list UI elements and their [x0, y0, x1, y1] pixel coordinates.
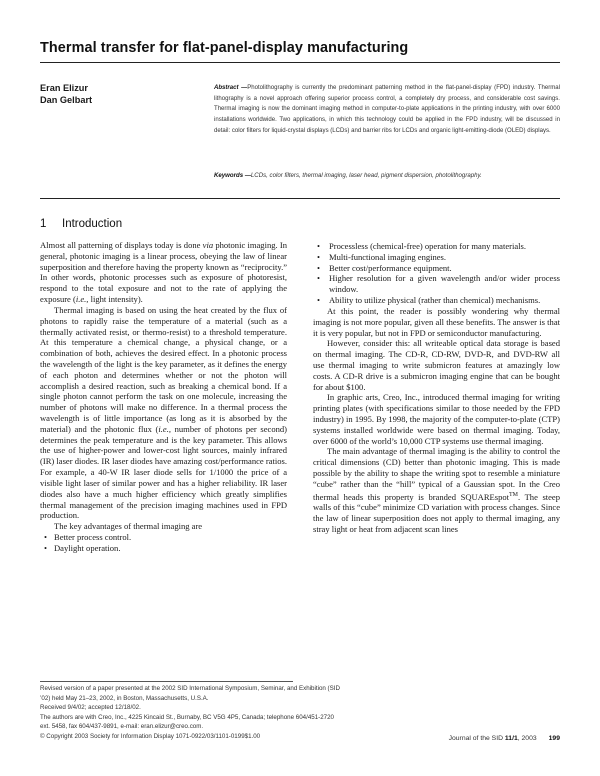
journal-volume: 11/1 [504, 735, 518, 742]
author-list [40, 82, 92, 106]
footnote-received: Received 9/4/02; accepted 12/18/02. [40, 704, 141, 712]
paragraph: The key advantages of thermal imaging are [54, 521, 203, 532]
abstract-rule [40, 198, 560, 199]
title-rule [40, 62, 560, 63]
journal-name: Journal of the SID [448, 735, 505, 742]
author-name: Dan Gelbart [40, 95, 93, 105]
footnote-revised: Revised version of a paper presented at the 2002 SID International Symposium, Seminar, and Exhibition (SID ’02) held May 21–23, 2002, in Boston, Massachusetts, U.S.A. [40, 685, 340, 702]
section-heading [40, 218, 122, 230]
list-item: • Better process control. [40, 532, 287, 543]
footnote-rule [40, 681, 293, 682]
page-footer [449, 735, 560, 742]
list-item: • Daylight operation. [40, 543, 287, 554]
paragraph: Thermal imaging is based on using the heat created by the flux of photons to rapidly raise the temperature of a material (such as a thermally activated resist, or thermo-resist) to a threshold temperature. At this temperature a chemical change, a physical change, or a combination of both, achieves the desired effect. In a photonic process the wavelength of the light is the key parameter, as it defines the energy of each photon and determines whether or not the photon will accomplish a desired reaction, such as breaking a chemical bond. If a single photon cannot perform the task on one molecule, increasing the number of photons will make no difference. In a thermal process the wavelength is of little importance (as long as it is absorbed by the material) and the photonic flux (i.e., number of photons per second) determines the peak temperature and is the key parameter. This allows the use of higher-power and lower-cost light sources, mainly infrared (IR) laser diodes. IR laser diodes have amazing cost/performance ratios. For example, a 40-W IR laser diode sells for 1/1000 the price of a visible light laser of similar power and has a higher reliability. IR laser diodes also have a much higher efficiency which greatly simplifies thermal management of the precision imaging machines used in FPD production. [40, 304, 287, 521]
keywords-text: LCDs, color filters, thermal imaging, laser head, pigment dispersion, photolithography. [250, 172, 482, 179]
section-title: Introduction [62, 218, 123, 230]
keywords-label: Keywords — [214, 172, 251, 179]
journal-year: , 2003 [517, 735, 537, 742]
footnote-copyright: © Copyright 2003 Society for Information Display 1071-0922/03/1101-0199$1.00 [40, 732, 261, 740]
section-number: 1 [40, 218, 47, 230]
article-title: Thermal transfer for flat-panel-display manufacturing [40, 40, 409, 56]
paragraph: Almost all patterning of displays today is done via photonic imaging. In general, photonic imaging is a linear process, obeying the law of linear superposition and therefore having the property known as “reciprocity.” In other words, photonic processes such as exposure of photoresist, respond to the total exposure and not to the rate of applying the exposure (i.e., light intensity). [40, 240, 287, 305]
right-column [313, 241, 560, 535]
list-item: • Multi-functional imaging engines. [313, 252, 560, 263]
author-name: Eran Elizur [40, 83, 88, 93]
abstract [214, 83, 560, 137]
list-item: • Higher resolution for a given wavelength and/or wider process window. [313, 273, 560, 295]
advantages-list-continued [313, 241, 560, 306]
left-column [40, 240, 287, 554]
abstract-text: Photolithography is currently the predominant patterning method in the flat-panel-display (FPD) industry. Thermal lithography is a novel approach offering superior process control, a completely dry process, and considerable cost savings. Thermal imaging is now the dominant imaging method in computer-to-plate applications in the printing industry, with over 6000 installations worldwide. Two applications, in which this technology could be applied in the FPD industry, will be discussed in detail: color filters for liquid-crystal displays (LCDs) and barrier ribs for LCDs and organic light-emitting-diode (OLED) displays. [214, 85, 560, 134]
list-item: • Ability to utilize physical (rather than chemical) mechanisms. [313, 295, 560, 306]
paragraph: In graphic arts, Creo, Inc., introduced thermal imaging for writing printing plates (with specifications similar to those needed by the FPD industry) in 1995. By 1998, the majority of the computer-to-plate (CTP) systems installed worldwide were based on thermal imaging. Today, over 6000 of the world’s 10,000 CTP systems use thermal imaging. [313, 392, 560, 446]
keywords [214, 171, 560, 180]
abstract-label: Abstract — [214, 85, 248, 91]
paragraph: At this point, the reader is possibly wondering why thermal imaging is not more popular, given all these benefits. The answer is that it is very popular, but not in FPD or semiconductor manufacturing. [313, 305, 560, 338]
list-item: • Processless (chemical-free) operation for many materials. [313, 241, 560, 252]
list-item: • Better cost/performance equipment. [313, 263, 560, 274]
paragraph: The main advantage of thermal imaging is the ability to control the critical dimensions (CD) better than photonic imaging. This is made possible by the ability to shape the writing spot to resemble a miniature “cube” rather than the “hill” typical of a Gaussian spot. In the Creo thermal heads this property is branded SQUAREspot™. The steep walls of this “cube” minimize CD variation with process changes. Since the law of linear superposition does not apply to thermal imaging, any stray light or heat from adjacent scan lines [313, 446, 561, 534]
footnotes [40, 684, 340, 742]
advantages-list [40, 532, 287, 554]
page-number: 199 [548, 735, 560, 742]
footnote-affiliation: The authors are with Creo, Inc., 4225 Kincaid St., Burnaby, BC V5G 4P5, Canada; telephone 604/451-2720 ext. 5458, fax 604/437-9891, e-mail: eran.elizur@creo.com. [40, 713, 334, 731]
paragraph: However, consider this: all writeable optical data storage is based on thermal imaging. The CD-R, CD-RW, DVD-R, and DVD-RW all use thermal imaging to write submicron features at amazingly low costs. A CD-R drive is a submicron imaging engine that can be bought for about $100. [313, 338, 560, 392]
